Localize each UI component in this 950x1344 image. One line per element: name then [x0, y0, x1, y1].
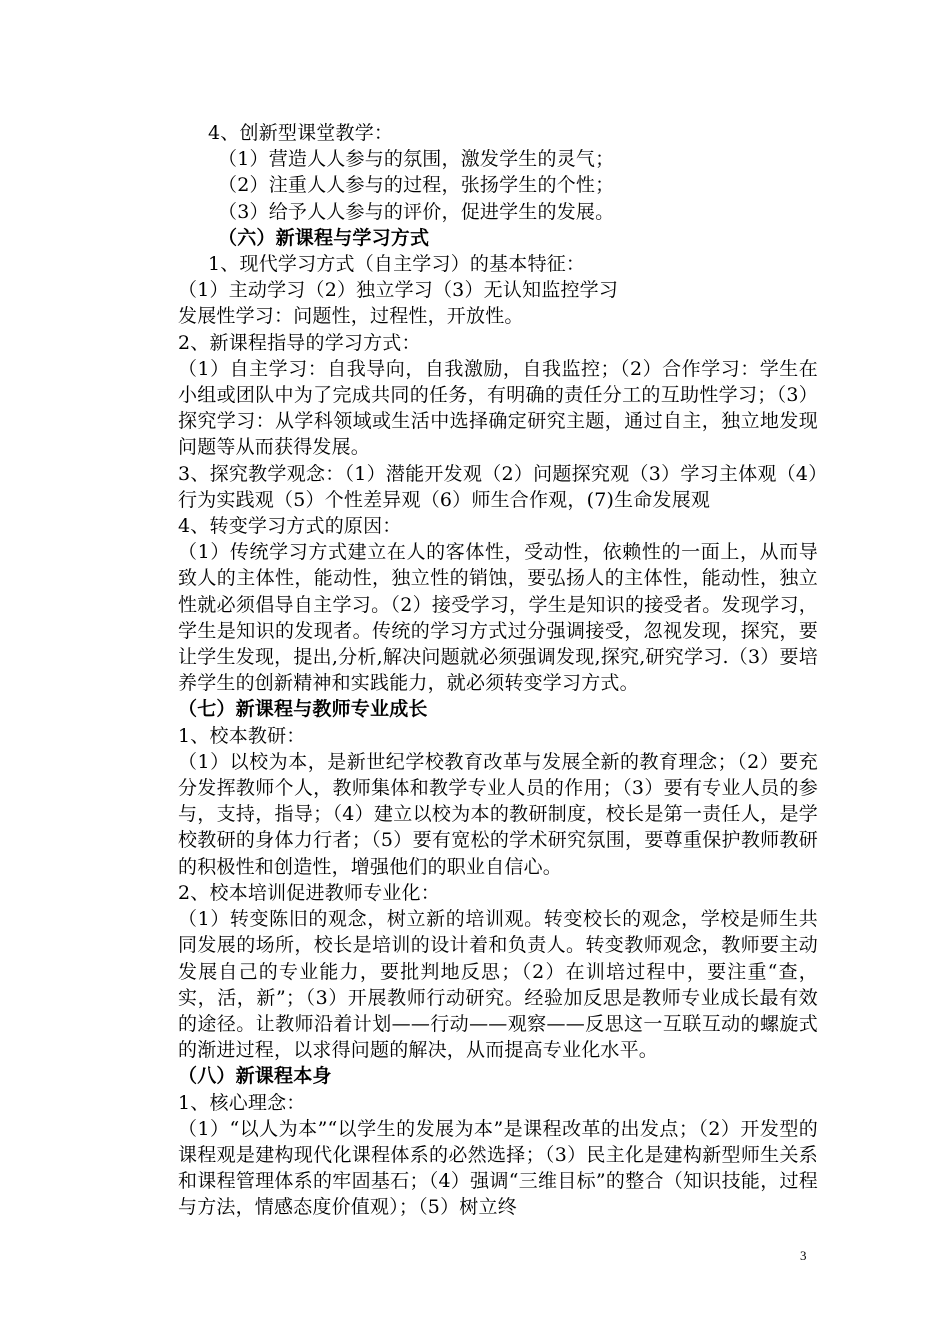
paragraph: （1）“以人为本”“以学生的发展为本”是课程改革的出发点；（2）开发型的课程观是建构现代化课程体系的必然选择；（3）民主化是建构新型师生关系和课程管理体系的牢固基石；（4）强调“三维目标”的整合（知识技能，过程与方法，情感态度价值观）；（5）树立终 [178, 1117, 818, 1219]
page-number: 3 [800, 1248, 807, 1263]
paragraph: （1）传统学习方式建立在人的客体性，受动性，依赖性的一面上，从而导致人的主体性，能动性，独立性的销蚀，要弘扬人的主体性，能动性，独立性就必须倡导自主学习。（2）接受学习，学生是知识的接受者。发现学习，学生是知识的发现者。传统的学习方式过分强调接受，忽视发现，探究，要让学生发现，提出,分析,解决问题就必须强调发现,探究,研究学习.（3）要培养学生的创新精神和实践能力，就必须转变学习方式。 [178, 541, 818, 695]
paragraph: （1）自主学习：自我导向，自我激励，自我监控；（2）合作学习：学生在小组或团队中为了完成共同的任务，有明确的责任分工的互助性学习；（3）探究学习：从学科领域或生活中选择确定研究主题，通过自主，独立地发现问题等从而获得发展。 [178, 357, 818, 459]
section-heading: 2、新课程指导的学习方式： [178, 331, 421, 354]
chapter-heading: （八）新课程本身 [178, 1065, 332, 1088]
list-item: （3）给予人人参与的评价，促进学生的发展。 [218, 200, 615, 223]
text-line: （1）主动学习（2）独立学习（3）无认知监控学习 [178, 279, 619, 302]
chapter-heading: （七）新课程与教师专业成长 [178, 698, 428, 721]
list-item: （2）注重人人参与的过程，张扬学生的个性； [218, 174, 615, 197]
paragraph: （1）以校为本，是新世纪学校教育改革与发展全新的教育理念；（2）要充分发挥教师个人，教师集体和教学专业人员的作用；（3）要有专业人员的参与，支持，指导；（4）建立以校为本的教研制度，校长是第一责任人，是学校教研的身体力行者；（5）要有宽松的学术研究氛围，要尊重保护教师教研的积极性和创造性，增强他们的职业自信心。 [178, 750, 818, 878]
section-heading: 4、创新型课堂教学： [208, 122, 394, 144]
section-heading: 4、转变学习方式的原因： [178, 515, 402, 538]
paragraph: 3、探究教学观念：（1）潜能开发观（2）问题探究观（3）学习主体观（4）行为实践观（5）个性差异观（6）师生合作观，(7)生命发展观 [178, 462, 818, 511]
section-heading: 1、校本教研： [178, 724, 306, 747]
text-line: 发展性学习：问题性，过程性，开放性。 [178, 305, 524, 328]
section-heading: 2、校本培训促进教师专业化： [178, 881, 440, 904]
list-item: （1）营造人人参与的氛围，激发学生的灵气； [218, 148, 615, 171]
section-heading: 1、核心理念： [178, 1091, 306, 1114]
chapter-heading: （六）新课程与学习方式 [218, 226, 430, 249]
section-heading: 1、现代学习方式（自主学习）的基本特征： [208, 253, 586, 276]
paragraph: （1）转变陈旧的观念，树立新的培训观。转变校长的观念，学校是师生共同发展的场所，校长是培训的设计着和负责人。转变教师观念，教师要主动发展自己的专业能力，要批判地反思；（2）在训培过程中，要注重“查，实，活，新”；（3）开展教师行动研究。经验加反思是教师专业成长最有效的途径。让教师沿着计划——行动——观察——反思这一互联互动的螺旋式的渐进过程，以求得问题的解决，从而提高专业化水平。 [178, 908, 818, 1062]
document-body [178, 120, 818, 1221]
